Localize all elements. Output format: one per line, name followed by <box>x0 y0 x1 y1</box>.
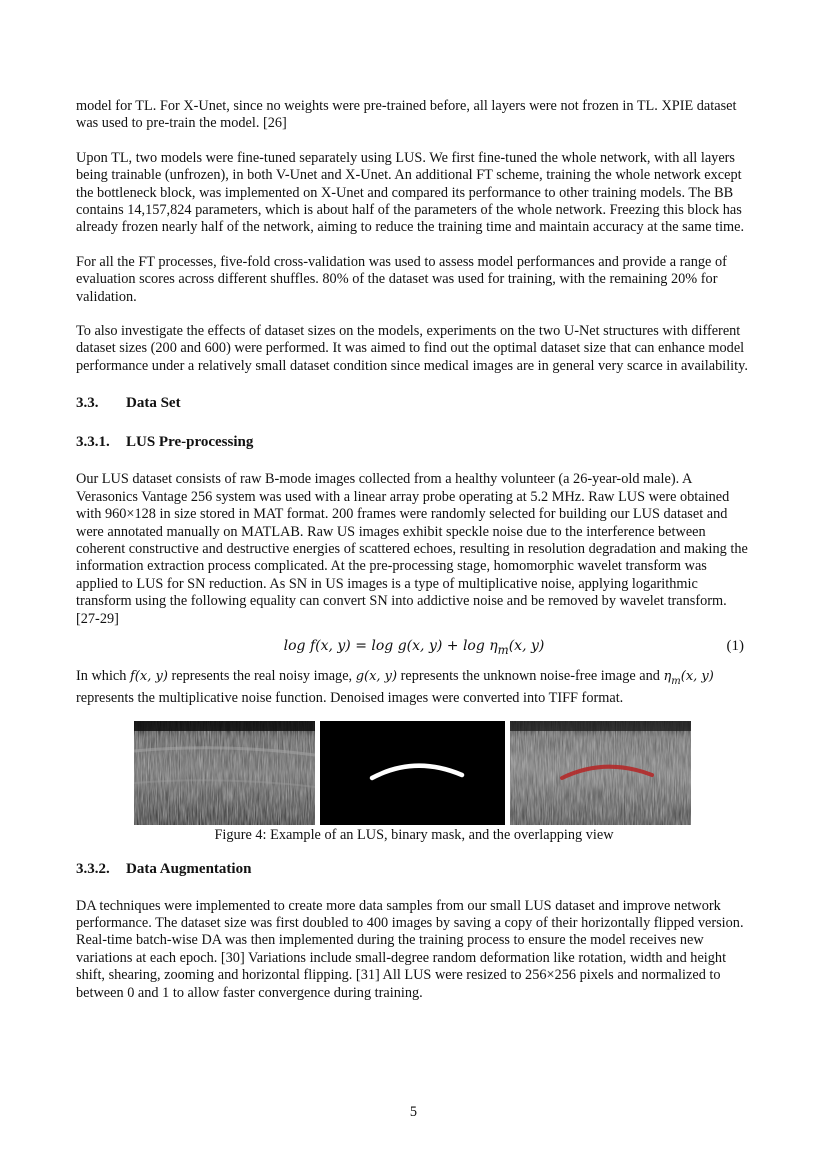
subsection-heading-lus-preprocessing <box>76 433 752 451</box>
figure-caption: Figure 4: Example of an LUS, binary mask, and the overlapping view <box>214 826 614 843</box>
paragraph-cross-validation: For all the FT processes, five-fold cross-validation was used to assess model performances and provide a range of evaluation scores across different shuffles. 80% of the dataset was used for training, with the remaining 20% for validation. <box>76 253 727 305</box>
figure-panel-binary-mask <box>320 721 505 825</box>
paragraph-fine-tuning: Upon TL, two models were fine-tuned separately using LUS. We first fine-tuned the whole network, with all layers being trainable (unfrozen), in both V-Unet and X-Unet. An additional FT scheme, training the whole network except the bottleneck block, was implemented on X-Unet and compared its performance to other training models. The BB contains 14,157,824 parameters, which is about half of the parameters of the whole network. Freezing this block has already frozen nearly half of the network, aiming to reduce the training time and maintain accuracy at the same time. <box>76 149 745 236</box>
subsection-number: 3.3.1. <box>76 434 110 451</box>
subsection-heading-data-augmentation <box>76 860 752 878</box>
section-title: Data Set <box>126 395 181 412</box>
equation-body: log f(x, y) = log g(x, $y) + \log \eta_m(x$, y) <box>283 637 545 657</box>
page-number: 5 <box>409 1104 418 1120</box>
equation-1 <box>76 638 752 660</box>
paragraph-tl-xunet: model for TL. For X-Unet, since no weights were pre-trained before, all layers were not frozen in TL. XPIE dataset was used to pre-train the model. [26] <box>76 98 737 132</box>
paragraph-dataset-sizes: To also investigate the effects of dataset sizes on the models, experiments on the two U-Net structures with different dataset sizes (200 and 600) were performed. It was aimed to find out the optimal dataset size that can enhance model performance under a relatively small dataset condition since medical images are in general very scarce in availability. <box>76 323 748 374</box>
section-number: 3.3. <box>76 395 99 412</box>
figure-panel-lus <box>134 721 315 825</box>
paragraph-lus-dataset: Our LUS dataset consists of raw B-mode images collected from a healthy volunteer (a 26-year-old male). A Verasonics Vantage 256 system was used with a linear array probe operating at 5.2 MHz. Raw LUS were obtained with 960×128 in size stored in MAT format. 200 frames were randomly selected for building our LUS dataset and were annotated manually on MATLAB. Raw US images exhibit speckle noise due to the interference between coherent constructive and destructive energies of scattered echoes, resulting in resolution degradation and making the information extraction process complicated. At the pre-processing stage, homomorphic wavelet transform was applied to LUS for SN reduction. As SN in US images is a type of multiplicative noise, applying logarithmic transform using the following equality can convert SN into addictive noise and be removed by wavelet transform. [27-29] <box>76 471 748 627</box>
subsection-title: LUS Pre-processing <box>126 434 254 451</box>
subsection-number: 3.3.2. <box>76 860 110 877</box>
equation-number: (1) <box>726 637 744 654</box>
paragraph-equation-explanation: In which f(x, y) represents the real noisy image, g(x, y) represents the unknown noise-free image and $\eta_m(x$, y) represents the multiplicative noise function. Denoised images were converted into TIFF format. <box>76 667 714 707</box>
figure-4 <box>76 721 752 825</box>
section-heading-data-set <box>76 394 752 412</box>
page-body <box>76 98 752 1002</box>
figure-panel-overlap <box>510 721 691 825</box>
paragraph-data-augmentation: DA techniques were implemented to create more data samples from our small LUS dataset and improve network performance. The dataset size was first doubled to 400 images by saving a copy of their horizontally flipped version. Real-time batch-wise DA was then implemented during the training process to ensure the model receives new variations at each epoch. [30] Variations include small-degree random deformation like rotation, width and height shift, shearing, zooming and horizontal flipping. [31] All LUS were resized to 256×256 pixels and normalized to between 0 and 1 to allow faster convergence during training. <box>76 897 744 1001</box>
subsection-title: Data Augmentation <box>126 860 252 877</box>
